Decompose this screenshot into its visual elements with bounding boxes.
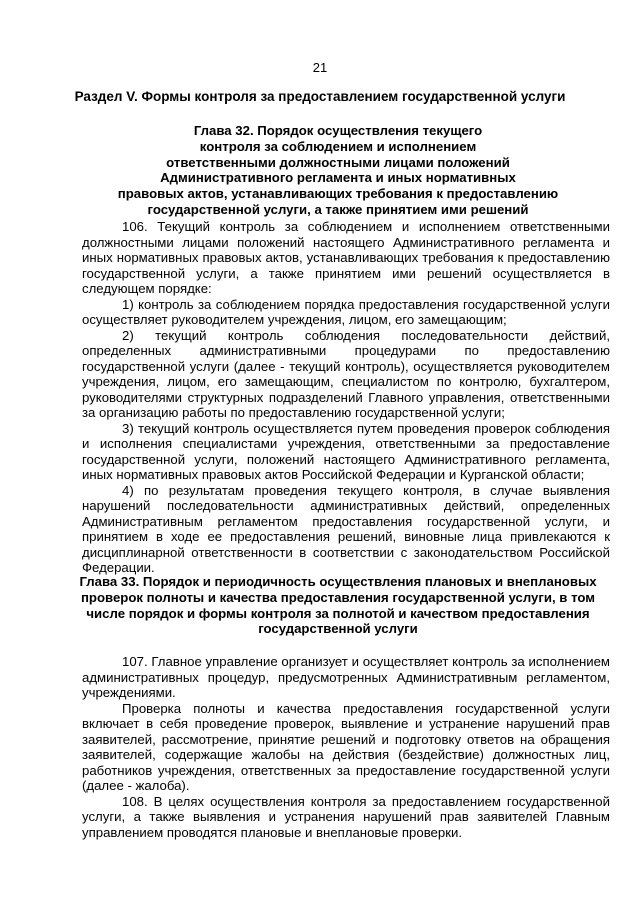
paragraph-106-item-4: 4) по результатам проведения текущего контроля, в случае выявления нарушений последовательности административных действий, определенных Административным регламентом предоставления государственной услуги, и принятием в ходе ее предоставления решений, виновные лица привлекаются к дисциплинарной ответственности в соответствии с законодательством Российской Федерации.	[82, 482, 610, 575]
heading-line: ответственными должностными лицами положений	[166, 154, 510, 170]
heading-line: государственной услуги, а также принятием ими решений	[147, 201, 529, 217]
heading-line: числе порядок и формы контроля за полнотой и качеством предоставления	[86, 605, 590, 621]
chapter-33-heading	[60, 574, 616, 637]
paragraph-107: 107. Главное управление организует и осуществляет контроль за исполнением административных процедур, предусмотренных Административным регламентом, учреждениями.	[82, 654, 610, 700]
chapter-32-heading	[60, 123, 616, 218]
paragraph-106-item-1: 1) контроль за соблюдением порядка предоставления государственной услуги осуществляет руководителем учреждения, лицом, его замещающим;	[82, 296, 610, 327]
paragraph-106: 106. Текущий контроль за соблюдением и исполнением ответственными должностными лицами положений настоящего Административного регламента и иных нормативных правовых актов, устанавливающих требования к предоставлению государственной услуги, а также принятием ими решений осуществляется в следующем порядке:	[82, 219, 610, 296]
section-title: Раздел V. Формы контроля за предоставлением государственной услуги	[74, 89, 566, 104]
heading-line: проверок полноты и качества предоставления государственной услуги, в том	[80, 589, 596, 605]
paragraph-108: 108. В целях осуществления контроля за предоставлением государственной услуги, а также выявления и устранения нарушений прав заявителей Главным управлением проводятся плановые и внеплановые проверки.	[82, 793, 610, 840]
heading-line: государственной услуги	[258, 621, 418, 637]
paragraph-107-continued: Проверка полноты и качества предоставления государственной услуги включает в себя проведение проверок, выявление и устранение нарушений прав заявителей, рассмотрение, принятие решений и подготовку ответов на обращения заявителей, содержащие жалобы на действия (бездействие) должностных лиц, работников учреждения, ответственных за предоставление государственной услуги (далее - жалоба).	[82, 700, 610, 793]
heading-line: Глава 33. Порядок и периодичность осуществления плановых и внеплановых	[79, 574, 597, 589]
heading-line: правовых актов, устанавливающих требования к предоставлению	[117, 186, 559, 202]
heading-line: Глава 32. Порядок осуществления текущего	[193, 123, 483, 138]
paragraph-106-item-3: 3) текущий контроль осуществляется путем проведения проверок соблюдения и исполнения специалистами учреждения, ответственными за предоставление государственной услуги, положений настоящего Административного регламента, иных нормативных правовых актов Российской Федерации и Курганской области;	[82, 420, 610, 482]
page-number: 21	[312, 60, 328, 75]
paragraph-106-item-2: 2) текущий контроль соблюдения последовательности действий, определенных административными процедурами по предоставлению государственной услуги (далее - текущий контроль), осуществляется руководителем учреждения, лицом, его замещающим, специалистом по контролю, бухгалтером, руководителями структурных подразделений Главного управления, ответственными за организацию работы по предоставлению государственной услуги;	[82, 327, 610, 420]
heading-line: контроля за соблюдением и исполнением	[199, 138, 477, 154]
chapter-33-body	[82, 654, 610, 840]
heading-line: Административного регламента и иных нормативных	[160, 170, 516, 186]
chapter-32-body	[82, 219, 610, 576]
